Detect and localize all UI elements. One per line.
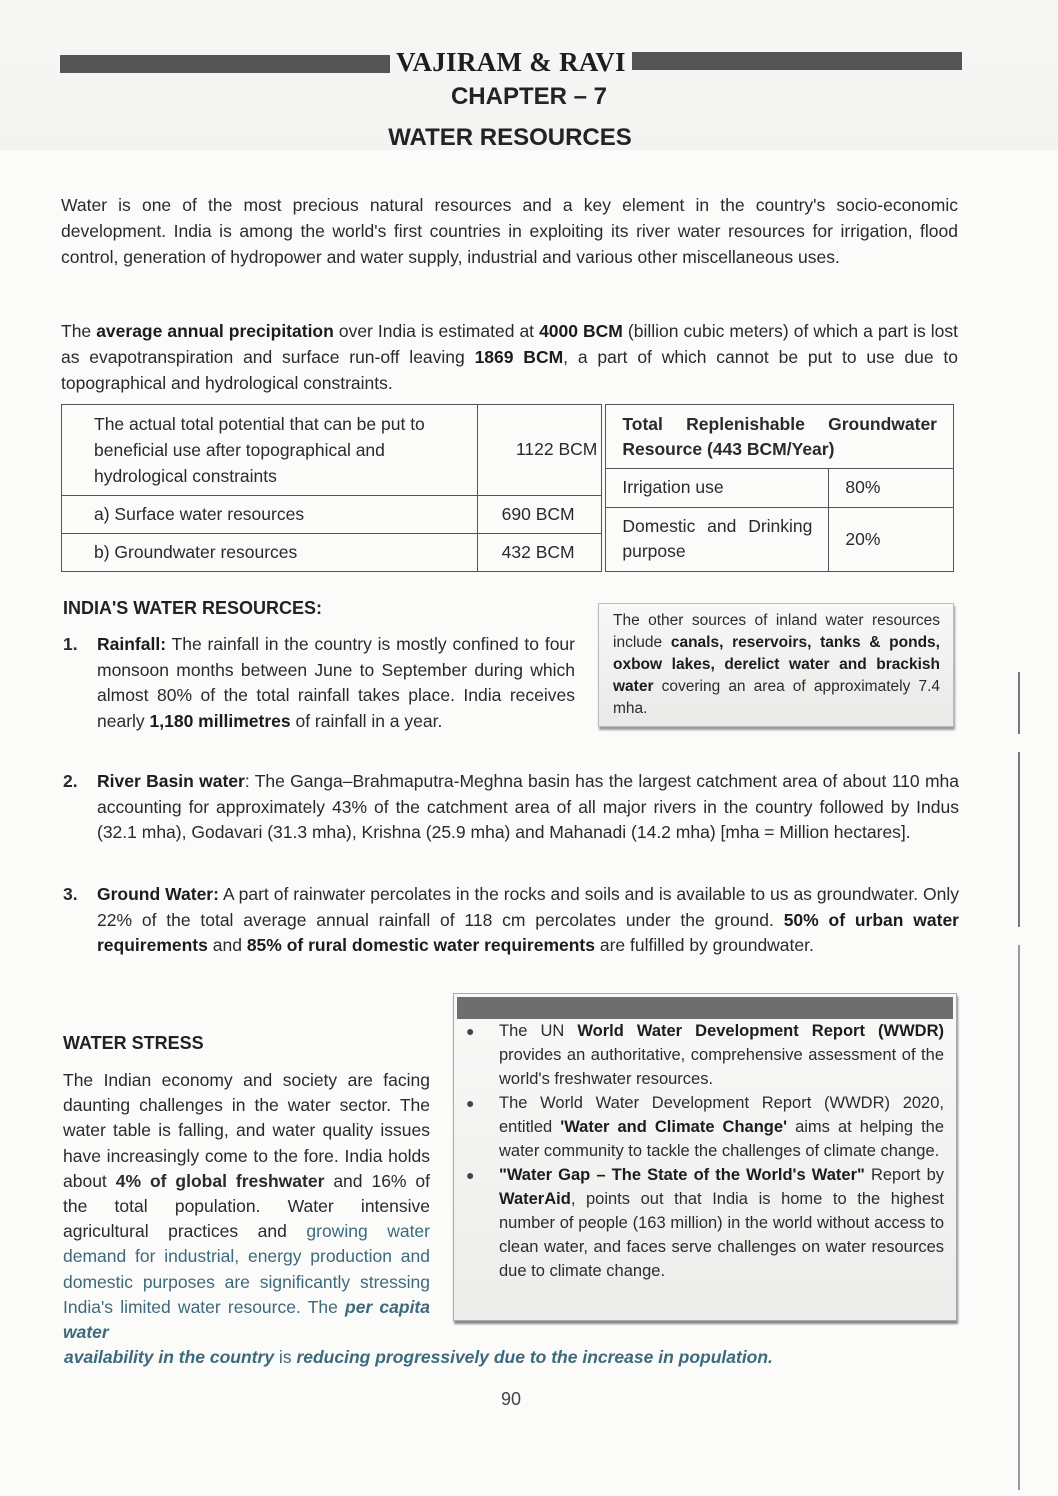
potential-table — [61, 404, 602, 572]
text: The other sources of inland water resources include — [613, 612, 940, 651]
list-item-rainfall — [63, 632, 575, 734]
text: A part of rainwater percolates in the rocks and soils and is available to us as groundwater. Only 22% of the total average annual rainfall of 118 cm percolates under the ground. — [97, 884, 960, 930]
page-number: 90 — [500, 1389, 522, 1409]
brand-name: VAJIRAM & RAVI — [396, 46, 626, 77]
text: are fulfilled by groundwater. — [594, 935, 814, 955]
table-cell-label: Irrigation use — [606, 469, 829, 507]
chapter-number: CHAPTER – 7 — [450, 83, 608, 110]
table-cell-label: Domestic and Drinking purpose — [606, 507, 829, 571]
list-item-ground-water — [63, 882, 959, 959]
bold-text: World Water Development Report (WWDR) — [577, 1022, 944, 1040]
table-row — [62, 495, 602, 533]
reports-list — [454, 1019, 956, 1283]
scan-artifact-line — [1018, 672, 1020, 734]
table-cell-label: a) Surface water resources — [62, 495, 478, 533]
item-body — [97, 632, 575, 734]
brand-header — [60, 46, 962, 78]
water-stress-paragraph — [63, 1068, 430, 1345]
text: (billion cubic meters) of which a part is lost as evapotranspiration and surface run-off leaving — [61, 321, 958, 367]
bold-text: average annual precipitation — [96, 321, 334, 341]
text: The — [61, 321, 97, 341]
table-header-row — [606, 405, 954, 469]
item-number: 2. — [63, 771, 78, 791]
bullet-icon: ● — [466, 1023, 475, 1039]
brand-bar-left — [60, 55, 390, 73]
table-cell-label: b) Groundwater resources — [62, 533, 478, 571]
bold-text: 4000 BCM — [539, 321, 623, 341]
highlighted-bold-italic-text: reducing progressively due to the increase in population. — [296, 1347, 773, 1367]
table-row — [62, 405, 602, 496]
bold-text: "Water Gap – The State of the World's Water" — [499, 1166, 865, 1184]
table-row — [606, 507, 954, 571]
table-cell-value: 690 BCM — [477, 495, 602, 533]
scan-artifact-line — [1018, 945, 1020, 1490]
reports-box — [453, 993, 957, 1321]
text: over India is estimated at — [333, 321, 540, 341]
text: , points out that India is home to the highest number of people (163 million) in the world without access to clean water, and faces serve challenges on water resources due to climate change. — [499, 1190, 944, 1280]
table-cell-label: The actual total potential that can be put to beneficial use after topographical and hydrological constraints — [62, 405, 478, 496]
table-header: Total Replenishable Groundwater Resource (443 BCM/Year) — [606, 405, 954, 469]
list-item — [464, 1019, 944, 1091]
text: , a part of which cannot be put to use due to topographical and hydrological constraints. — [61, 347, 958, 393]
table-row — [62, 533, 602, 571]
bold-text: canals, reservoirs, tanks & ponds, oxbow lakes, derelict water and brackish water — [613, 634, 940, 695]
brand-bar-right — [632, 52, 962, 70]
text: Report by — [864, 1166, 945, 1184]
table-cell-value: 432 BCM — [477, 533, 602, 571]
item-number: 1. — [63, 634, 78, 654]
list-item-river-basin — [63, 769, 959, 846]
text: The Indian economy and society are facing daunting challenges in the water sector. The water table is falling, and water quality issues have increasingly come to the fore. India holds about — [63, 1070, 430, 1191]
water-stress-conclusion — [64, 1345, 884, 1370]
highlighted-bold-italic-text: per capita water — [63, 1296, 430, 1343]
text: The World Water Development Report (WWDR) 2020, entitled — [499, 1094, 944, 1136]
bold-text: 'Water and Climate Change' — [560, 1118, 787, 1136]
inland-sources-callout — [598, 603, 954, 727]
reports-box-header — [457, 997, 953, 1019]
highlighted-bold-italic-text: availability in the country — [64, 1347, 275, 1367]
table-cell-value: 1122 BCM — [477, 405, 602, 496]
item-title: Rainfall: — [97, 634, 167, 654]
table-cell-value: 20% — [829, 507, 954, 571]
intro-paragraph-2 — [61, 318, 958, 396]
item-body — [97, 882, 959, 959]
list-item — [464, 1163, 944, 1283]
tables-row — [61, 404, 954, 572]
item-title: Ground Water: — [97, 884, 219, 904]
bold-text: 4% of global freshwater — [115, 1170, 325, 1191]
bold-text: 1,180 millimetres — [149, 710, 291, 731]
text: aims at helping the water community to tackle the challenges of climate change. — [499, 1118, 944, 1160]
text: The UN — [499, 1022, 578, 1040]
bold-text: 1869 BCM — [474, 347, 564, 367]
text: The rainfall in the country is mostly confined to four monsoon months between June to September during which almost 80% of the total rainfall takes place. India receives nearly — [97, 634, 575, 731]
section-heading-water-stress: WATER STRESS — [63, 1033, 204, 1053]
chapter-title: WATER RESOURCES — [388, 124, 632, 151]
bold-text: WaterAid — [499, 1190, 571, 1208]
intro-paragraph-1: Water is one of the most precious natural resources and a key element in the country's socio-economic development. India is among the world's first countries in exploiting its river water resources for irrigation, flood control, generation of hydropower and water supply, industrial and various other miscellaneous uses. — [61, 195, 958, 267]
text: and 16% of the total population. Water intensive agricultural practices and — [63, 1170, 431, 1242]
table-row — [606, 469, 954, 507]
item-title: River Basin water — [97, 771, 245, 791]
text: provides an authoritative, comprehensive assessment of the world's freshwater resources. — [499, 1046, 944, 1088]
bold-text: 50% of urban water requirements — [97, 909, 959, 955]
bullet-icon: ● — [466, 1095, 475, 1111]
groundwater-table — [605, 404, 954, 572]
item-number: 3. — [63, 884, 78, 904]
bold-text: 85% of rural domestic water requirements — [246, 935, 595, 955]
text: and — [207, 935, 247, 955]
highlighted-text: growing water demand for industrial, energy production and domestic purposes are significantly stressing India's limited water resource. The — [63, 1221, 430, 1317]
table-cell-value: 80% — [829, 469, 954, 507]
list-item — [464, 1091, 944, 1163]
text: : The Ganga–Brahmaputra-Meghna basin has the largest catchment area of about 110 mha accounting for approximately 43% of the catchment area of all major rivers in the country followed by Indus (32.1 mha), Godavari (31.3 mha), Krishna (25.9 mha) and Mahanadi (14.2 mha) [mha = Million hectares]. — [97, 771, 959, 842]
highlighted-text: is — [274, 1347, 297, 1367]
bullet-icon: ● — [466, 1167, 475, 1183]
item-body — [97, 769, 959, 846]
text: of rainfall in a year. — [290, 710, 443, 731]
scan-artifact-line — [1018, 752, 1020, 927]
section-heading-resources: INDIA'S WATER RESOURCES: — [63, 598, 322, 618]
text: covering an area of approximately 7.4 mha. — [613, 678, 940, 717]
